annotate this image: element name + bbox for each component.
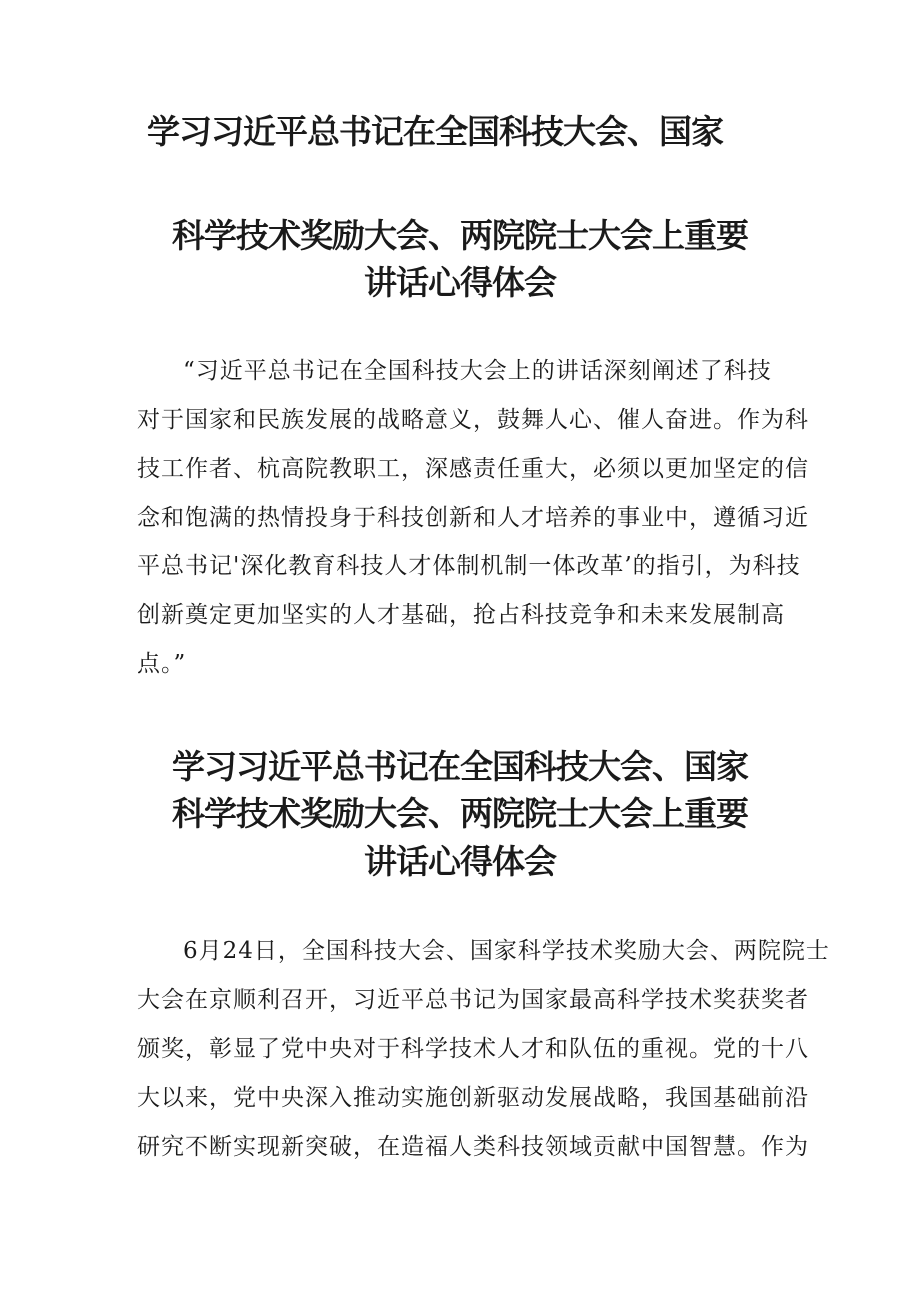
article-1-title-line: 科学技术奖励大会、两院院士大会上重要 [172,216,748,255]
article-2-title-line: 科学技术奖励大会、两院院士大会上重要 [172,794,748,833]
article-2-body-line: 颁奖，彰显了党中央对于科学技术人才和队伍的重视。党的十八 [137,1036,809,1062]
article-2-body-line: 6月24日，全国科技大会、国家科学技术奖励大会、两院院士 [183,938,830,964]
article-2-body-line: 大会在京顺利召开，习近平总书记为国家最高科学技术奖获奖者 [137,987,809,1013]
article-1-body-line: 平总书记'深化教育科技人才体制机制一体改革’的指引，为科技 [137,553,801,579]
article-1-title-line: 学习习近平总书记在全国科技大会、国家 [147,112,723,151]
article-1-title-line: 讲话心得体会 [364,263,556,302]
article-1-body-line: 技工作者、杭高院教职工，深感责任重大，必须以更加坚定的信 [137,456,809,482]
article-1-body-line: 念和饱满的热情投身于科技创新和人才培养的事业中，遵循习近 [137,505,809,531]
article-2-body-line: 大以来，党中央深入推动实施创新驱动发展战略，我国基础前沿 [137,1085,809,1111]
article-1-body-line: 创新奠定更加坚实的人才基础，抢占科技竞争和未来发展制高 [137,602,785,628]
article-2-title-line: 学习习近平总书记在全国科技大会、国家 [172,747,748,786]
article-2-title-line: 讲话心得体会 [364,842,556,881]
article-1-body-line: “习近平总书记在全国科技大会上的讲话深刻阐述了科技 [183,358,772,384]
article-1-body-line: 对于国家和民族发展的战略意义，鼓舞人心、催人奋进。作为科 [137,407,809,433]
article-2-body-line: 研究不断实现新突破，在造福人类科技领域贡献中国智慧。作为 [137,1134,809,1160]
article-1-body-line: 点。” [137,651,187,677]
